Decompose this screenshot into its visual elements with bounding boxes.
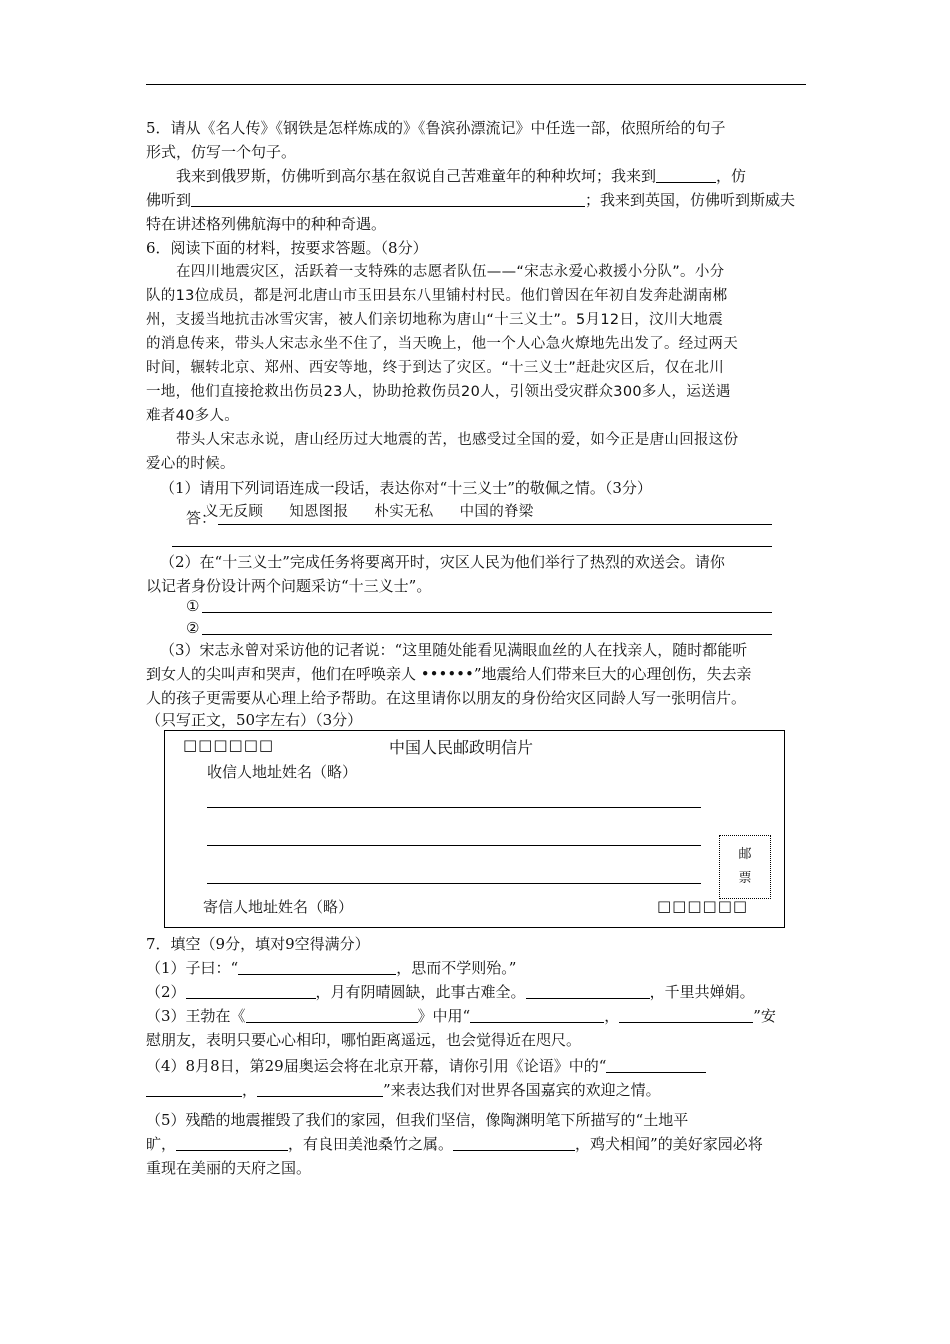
fill-blank[interactable] [146, 1078, 242, 1097]
q7-item5-cont [146, 1132, 806, 1156]
fill-blank[interactable] [186, 980, 316, 999]
q7-item3-text: ”安 [753, 1007, 776, 1025]
stamp-label-top: 邮 [738, 847, 752, 862]
question-mark-2: ② [186, 619, 200, 637]
answer-line-1[interactable] [218, 524, 772, 525]
q7-item5: （5）残酷的地震摧毁了我们的家园，但我们坚信，像陶渊明笔下所描写的“土地平 [146, 1111, 689, 1129]
q6-sub3-line3: 人的孩子更需要从心理上给予帮助。在这里请你以朋友的身份给灾区同龄人写一张明信片。 [146, 689, 747, 707]
word-item: 知恩图报 [289, 504, 349, 520]
q7-item2-text: ，千里共婵娟。 [649, 983, 755, 1001]
zip-code-boxes: □□□□□□ [183, 736, 275, 754]
fill-blank[interactable] [238, 956, 396, 975]
q7-item2-text: ，月有阴晴圆缺，此事古难全。 [315, 983, 526, 1001]
q7-item3 [146, 1004, 806, 1028]
q5-example-head: 佛听到 [146, 191, 192, 209]
q5-blank-sentence[interactable] [191, 188, 585, 207]
q5-example-rest: ；我来到英国，仿佛听到斯威夫 [585, 191, 796, 209]
fill-blank[interactable] [246, 1004, 418, 1023]
recipient-label: 收信人地址姓名（略） [207, 763, 358, 781]
interview-line-2[interactable] [202, 634, 772, 635]
sender-zip-boxes: □□□□□□ [657, 897, 749, 915]
stamp-label-bottom: 票 [738, 871, 752, 886]
fill-blank[interactable] [526, 980, 650, 999]
q6-passage-line: 一地，他们直接抢救出伤员23人，协助抢救伤员20人，引领出受灾群众300多人，运送遇 [146, 384, 731, 400]
q6-passage-line: 时间，辗转北京、郑州、西安等地，终于到达了灾区。“十三义士”赶赴灾区后，仅在北川 [146, 360, 725, 376]
q7-item4-text: ”来表达我们对世界各国嘉宾的欢迎之情。 [383, 1081, 661, 1099]
fill-blank[interactable] [257, 1078, 383, 1097]
q6-passage-line: 的消息传来，带头人宋志永坐不住了，当天晚上，他一个人心急火燎地先出发了。经过两天 [146, 336, 738, 352]
q6-sub2-line1: （2）在“十三义士”完成任务将要离开时，灾区人民为他们举行了热烈的欢送会。请你 [160, 553, 725, 571]
q6-passage-line: 在四川地震灾区，活跃着一支特殊的志愿者队伍——“宋志永爱心救援小分队”。小分 [176, 264, 725, 280]
fill-blank[interactable] [453, 1132, 575, 1151]
q7-item3-text: 》中用“ [417, 1007, 471, 1025]
postcard-writing-line[interactable] [207, 807, 701, 808]
q5-example-line1 [176, 164, 806, 188]
q7-item4-text: ， [242, 1081, 258, 1099]
q5-example-text: 我来到俄罗斯，仿佛听到高尔基在叙说自己苦难童年的种种坎坷；我来到 [176, 167, 657, 185]
q6-passage-line: 难者40多人。 [146, 408, 240, 424]
header-rule [146, 84, 806, 85]
interview-line-1[interactable] [202, 612, 772, 613]
q6-sub3-line2: 到女人的尖叫声和哭声，他们在呼唤亲人 ••••••”地震给人们带来巨大的心理创伤，失去亲 [146, 665, 752, 683]
q7-item5-end: 重现在美丽的天府之国。 [146, 1159, 312, 1177]
question-mark-1: ① [186, 597, 200, 615]
q5-prompt-line1: 5．请从《名人传》《钢铁是怎样炼成的》《鲁滨孙漂流记》中任选一部，依照所给的句子 [146, 119, 726, 137]
sender-label: 寄信人地址姓名（略） [203, 898, 354, 916]
fill-blank[interactable] [470, 1004, 604, 1023]
q6-passage-line: 爱心的时候。 [146, 456, 235, 472]
q5-example-tail: ，仿 [716, 167, 747, 185]
stamp-box [719, 835, 771, 899]
q6-sub3-line1: （3）宋志永曾对采访他的记者说：“这里随处能看见满眼血丝的人在找亲人，随时都能听 [160, 641, 748, 659]
q6-sub2-line2: 以记者身份设计两个问题采访“十三义士”。 [146, 577, 432, 595]
q7-item3-text: （3）王勃在《 [146, 1007, 246, 1025]
postcard-writing-line[interactable] [207, 845, 701, 846]
q6-word-list [204, 500, 864, 524]
q6-title: 6．阅读下面的材料，按要求答题。（8分） [146, 239, 428, 257]
q7-item1-text: ，思而不学则殆。” [396, 959, 517, 977]
q6-passage-line: 带头人宋志永说，唐山经历过大地震的苦，也感受过全国的爱，如今正是唐山回报这份 [176, 432, 739, 448]
q7-item1-text: （1）子曰：“ [146, 959, 239, 977]
q6-sub1-prompt: （1）请用下列词语连成一段话，表达你对“十三义士”的敬佩之情。（3分） [160, 479, 652, 497]
q6-passage-line: 州，支援当地抗击冰雪灾害，被人们亲切地称为唐山“十三义士”。5月12日，汶川大地震 [146, 312, 723, 328]
q7-item2-text: （2） [146, 983, 186, 1001]
fill-blank[interactable] [619, 1004, 753, 1023]
q7-item5-text: 旷， [146, 1135, 177, 1153]
q5-example-line2 [146, 188, 806, 212]
q7-item5-text: ，有良田美池桑竹之属。 [288, 1135, 454, 1153]
q5-example-line3: 特在讲述格列佛航海中的种种奇遇。 [146, 215, 387, 233]
postcard-writing-line[interactable] [207, 883, 701, 884]
q5-blank-country[interactable] [656, 164, 716, 183]
q7-item4-text: （4）8月8日，第29届奥运会将在北京开幕，请你引用《论语》中的“ [146, 1057, 607, 1075]
postcard-title: 中国人民邮政明信片 [389, 738, 534, 757]
q7-item3-cont: 慰朋友，表明只要心心相印，哪怕距离遥远，也会觉得近在咫尺。 [146, 1031, 582, 1049]
q7-item2 [146, 980, 806, 1004]
q7-item3-text: ， [604, 1007, 620, 1025]
q7-item4-cont [146, 1078, 806, 1102]
q7-item4 [146, 1054, 806, 1078]
fill-blank[interactable] [176, 1132, 288, 1151]
answer-line-2[interactable] [172, 546, 772, 547]
fill-blank[interactable] [606, 1054, 706, 1073]
answer-label: 答： [186, 509, 217, 527]
word-item: 义无反顾 [204, 504, 264, 520]
q7-item5-text: ，鸡犬相闻”的美好家园必将 [575, 1135, 763, 1153]
q7-item1 [146, 956, 806, 980]
q6-sub3-line4: （只写正文，50字左右）（3分） [146, 711, 363, 729]
q5-prompt-line2: 形式，仿写一个句子。 [146, 143, 297, 161]
postcard [164, 730, 785, 928]
q6-passage-line: 队的13位成员，都是河北唐山市玉田县东八里铺村村民。他们曾因在年初自发奔赴湖南郴 [146, 288, 728, 304]
word-item: 朴实无私 [374, 504, 434, 520]
word-item: 中国的脊梁 [459, 504, 534, 520]
q7-title: 7．填空（9分，填对9空得满分） [146, 935, 370, 953]
